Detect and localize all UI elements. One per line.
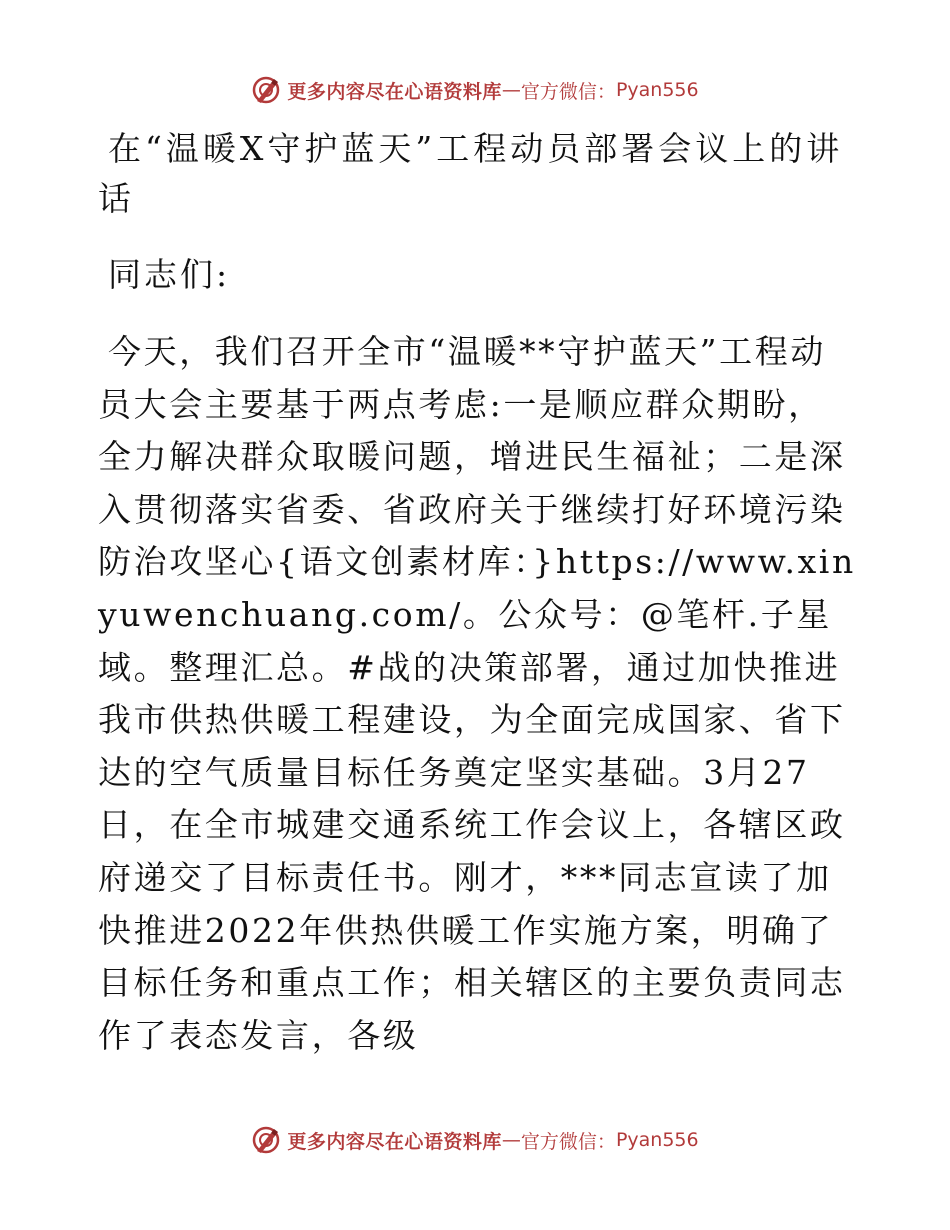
salutation: 同志们: [108,255,231,294]
banner-wechat-label: 官方微信： [520,1130,616,1153]
pen-logo-icon [251,1125,281,1155]
banner-wechat-id: Pyan556 [615,79,699,101]
banner-separator: — [501,1129,521,1151]
banner-separator: — [501,79,521,101]
document-title: 在“温暖X守护蓝天”工程动员部署会议上的讲话 [98,129,844,218]
document-body [98,124,858,1062]
pen-logo-icon [251,75,281,105]
footer-banner [0,1122,950,1158]
body-paragraph: 今天，我们召开全市“温暖**守护蓝天”工程动员大会主要基于两点考虑:一是顺应群众期盼，全力解决群众取暖问题，增进民生福祉；二是深入贯彻落实省委、省政府关于继续打好环境污染防治攻坚心{语文创素材库：}https://www.xinyuwenchuang.com/。公众号：@笔杆.子星域。整理汇总。#战的决策部署，通过加快推进我市供热供暖工程建设，为全面完成国家、省下达的空气质量目标任务奠定坚实基础。3月27日，在全市城建交通系统工作会议上，各辖区政府递交了目标责任书。刚才，***同志宣读了加快推进2022年供热供暖工作实施方案，明确了目标任务和重点工作；相关辖区的主要负责同志作了表态发言，各级 [98,332,856,1055]
banner-wechat-id: Pyan556 [615,1129,699,1151]
banner-wechat-label: 官方微信： [520,80,616,103]
banner-brand-text: 更多内容尽在心语资料库 [287,80,502,103]
header-banner [0,72,950,108]
banner-brand-text: 更多内容尽在心语资料库 [287,1130,502,1153]
